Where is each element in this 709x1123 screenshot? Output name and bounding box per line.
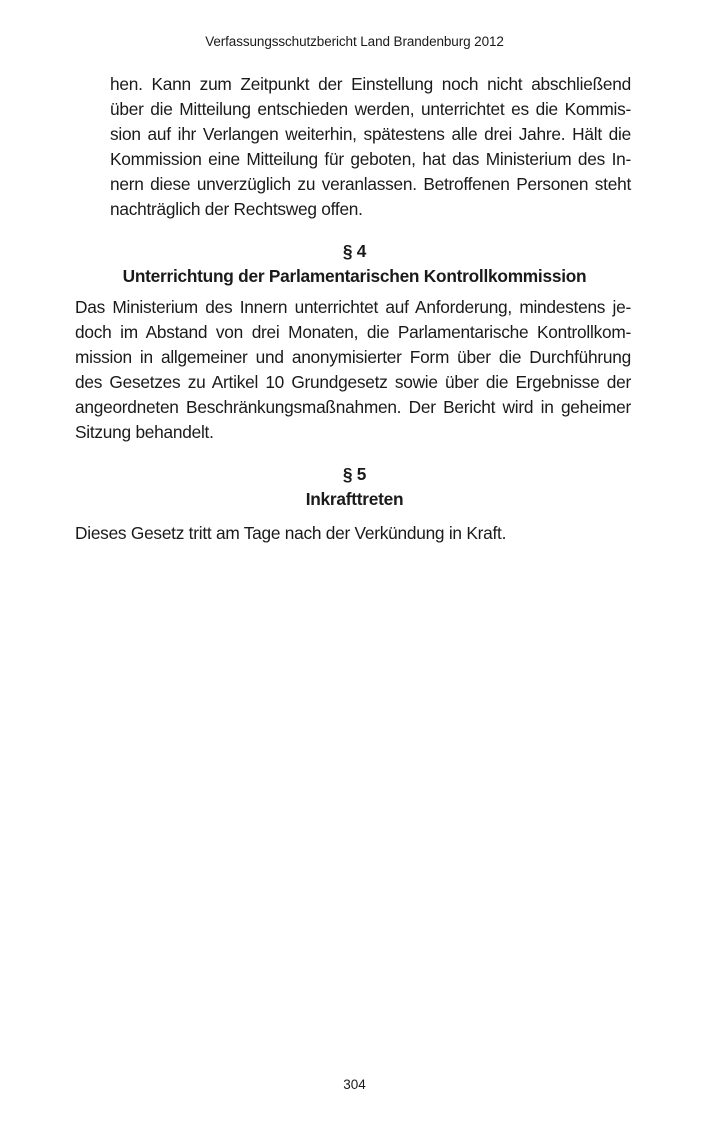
section-text-line: Das Ministerium des Innern unterrichtet auf Anforderung, mindestens je- [75,297,631,317]
section-title: Inkrafttreten [305,489,404,509]
section-title: Unterrichtung der Parlamentarischen Kontrollkommission [122,266,587,286]
paragraph-line-last: nachträglich der Rechtsweg offen. [110,199,363,219]
paragraph-line: über die Mitteilung entschieden werden, unterrichtet es die Kommis- [110,99,631,119]
paragraph-line: sion auf ihr Verlangen weiterhin, spätestens alle drei Jahre. Hält die [110,124,631,144]
paragraph-line: Kommission eine Mitteilung für geboten, hat das Ministerium des In- [110,149,631,169]
section-text-line-last: Dieses Gesetz tritt am Tage nach der Verkündung in Kraft. [75,523,507,543]
section-text-line: doch im Abstand von drei Monaten, die Parlamentarische Kontrollkom- [75,322,631,342]
section-text-line-last: Sitzung behandelt. [75,422,214,442]
running-header: Verfassungsschutzbericht Land Brandenburg 2012 [205,34,504,49]
section-text-line: mission in allgemeiner und anonymisierter Form über die Durchführung [75,347,631,367]
section-number: § 4 [342,241,367,261]
section-text-line: angeordneten Beschränkungsmaßnahmen. Der Bericht wird in geheimer [75,397,631,417]
section-number: § 5 [342,464,367,484]
section-text-line: des Gesetzes zu Artikel 10 Grundgesetz sowie über die Ergebnisse der [75,372,631,392]
paragraph-line: nern diese unverzüglich zu veranlassen. Betroffenen Personen steht [110,174,631,194]
page-number: 304 [343,1077,366,1092]
paragraph-line: hen. Kann zum Zeitpunkt der Einstellung noch nicht abschließend [110,74,631,94]
